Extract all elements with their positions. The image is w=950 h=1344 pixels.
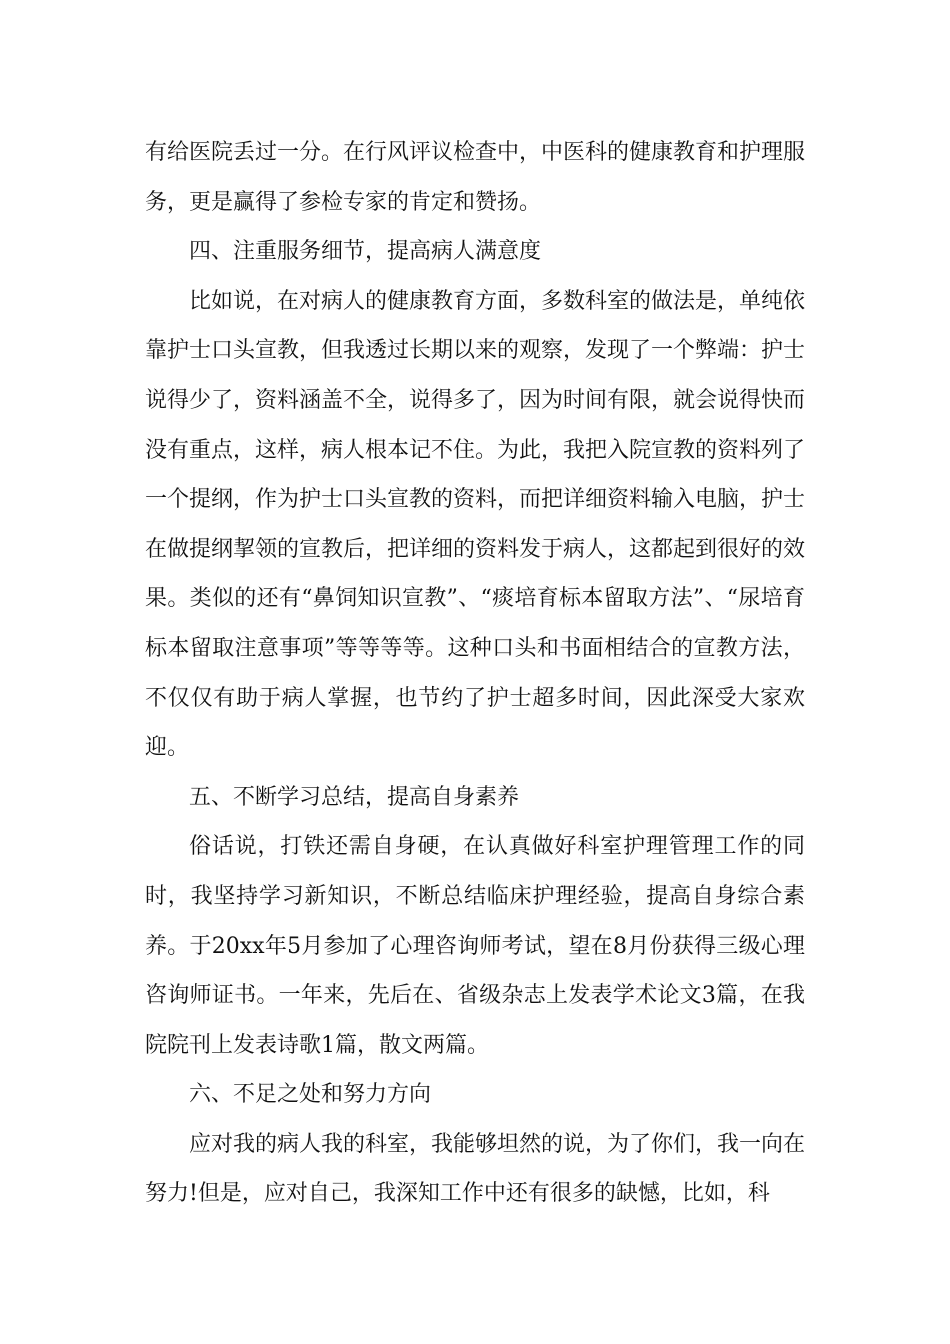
paragraph-continuation: 有给医院丢过一分。在行风评议检查中，中医科的健康教育和护理服务，更是赢得了参检专家的肯定和赞扬。	[145, 140, 806, 215]
paragraph-shortcomings: 应对我的病人我的科室，我能够坦然的说，为了你们，我一向在努力!但是，应对自己，我深知工作中还有很多的缺憾，比如，科	[145, 1131, 806, 1207]
section-heading-4: 四、注重服务细节，提高病人满意度	[189, 239, 542, 265]
paragraph-health-education: 比如说，在对病人的健康教育方面，多数科室的做法是，单纯依靠护士口头宣教，但我透过长期以来的观察，发现了一个弊端：护士说得少了，资料涵盖不全，说得多了，因为时间有限，就会说得快而没有重点，这样，病人根本记不住。为此，我把入院宣教的资料列了一个提纲，作为护士口头宣教的资料，而把详细资料输入电脑，护士在做提纲挈领的宣教后，把详细的资料发于病人，这都起到很好的效果。类似的还有“鼻饲知识宣教”、“痰培育标本留取方法”、“尿培育标本留取注意事项”等等等等。这种口头和书面相结合的宣教方法，不仅仅有助于病人掌握，也节约了护士超多时间，因此深受大家欢迎。	[145, 288, 806, 761]
document-body	[145, 128, 805, 1219]
paragraph-self-study: 俗话说，打铁还需自身硬，在认真做好科室护理管理工作的同时，我坚持学习新知识，不断总结临床护理经验，提高自身综合素养。于20xx年5月参加了心理咨询师考试，望在8月份获得三级心理咨询师证书。一年来，先后在、省级杂志上发表学术论文3篇，在我院院刊上发表诗歌1篇，散文两篇。	[145, 834, 805, 1058]
section-heading-5: 五、不断学习总结，提高自身素养	[189, 784, 520, 810]
section-heading-6: 六、不足之处和努力方向	[189, 1082, 432, 1108]
